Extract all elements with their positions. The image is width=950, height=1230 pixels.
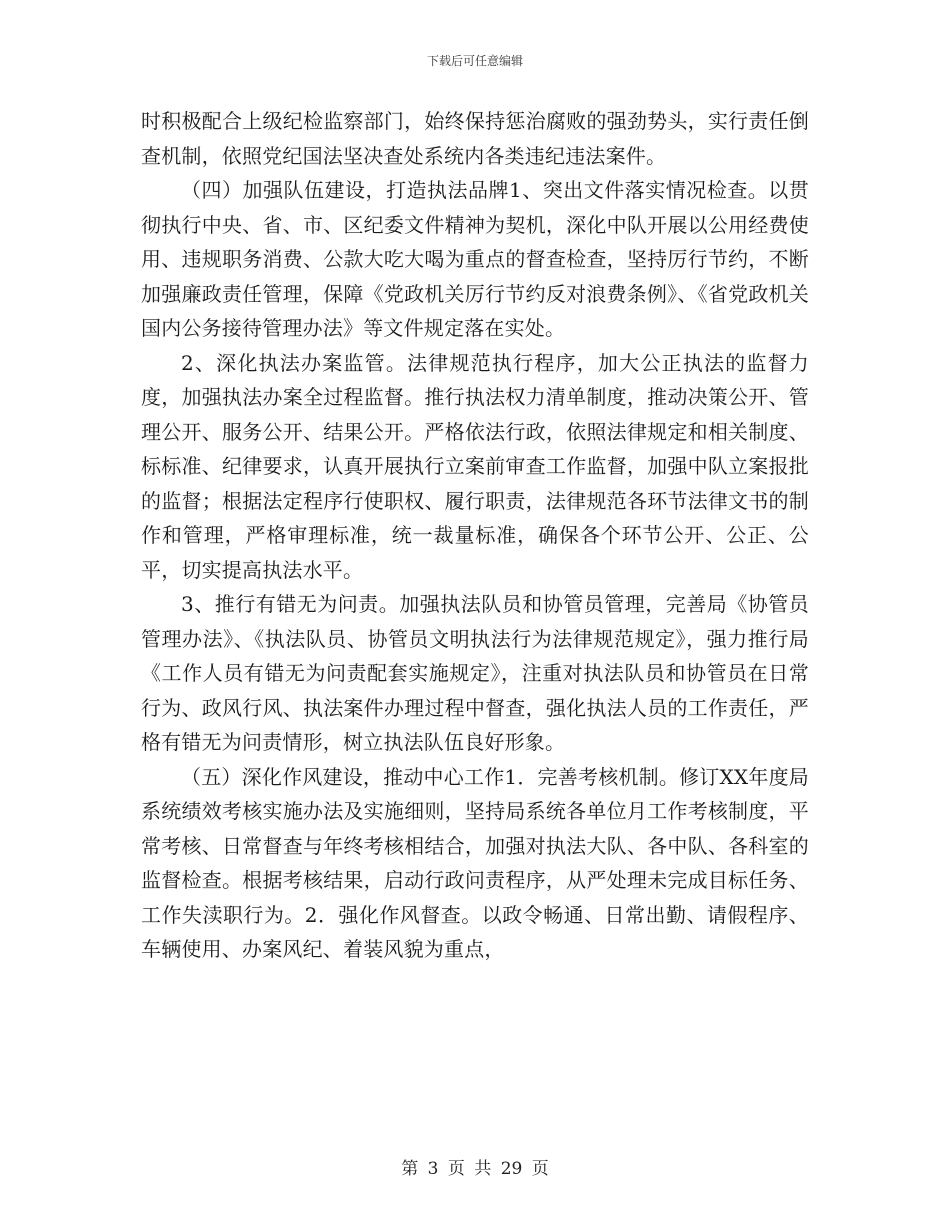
page-header: 下载后可任意编辑 — [426, 54, 523, 68]
paragraph-1: 时积极配合上级纪检监察部门，始终保持惩治腐败的强劲势头，实行责任倒查机制，依照党纪国法坚决查处系统内各类违纪违法案件。 — [141, 109, 809, 168]
document-body — [141, 104, 809, 967]
paragraph-3: 2、深化执法办案监管。法律规范执行程序，加大公正执法的监督力度，加强执法办案全过程监督。推行执法权力清单制度，推动决策公开、管理公开、服务公开、结果公开。严格依法行政，依照法律规定和相关制度、标标准、纪律要求，认真开展执行立案前审查工作监督，加强中队立案报批的监督；根据法定程序行使职权、履行职责，法律规范各环节法律文书的制作和管理，严格审理标准，统一裁量标准，确保各个环节公开、公正、公平，切实提高执法水平。 — [141, 350, 809, 582]
paragraph-5: （五）深化作风建设，推动中心工作1．完善考核机制。修订XX年度局系统绩效考核实施办法及实施细则，坚持局系统各单位月工作考核制度，平常考核、日常督查与年终考核相结合，加强对执法大队、各中队、各科室的监督检查。根据考核结果，启动行政问责程序，从严处理未完成目标任务、工作失渎职行为。2．强化作风督查。以政令畅通、日常出勤、请假程序、车辆使用、办案风纪、着装风貌为重点， — [141, 764, 809, 961]
page-number: 第 3 页 共 29 页 — [401, 1159, 549, 1179]
paragraph-4: 3、推行有错无为问责。加强执法队员和协管员管理，完善局《协管员管理办法》、《执法队员、协管员文明执法行为法律规范规定》，强力推行局《工作人员有错无为问责配套实施规定》，注重对执法队员和协管员在日常行为、政风行风、执法案件办理过程中督查，强化执法人员的工作责任，严格有错无为问责情形，树立执法队伍良好形象。 — [141, 592, 809, 754]
paragraph-2: （四）加强队伍建设，打造执法品牌1、突出文件落实情况检查。以贯彻执行中央、省、市、区纪委文件精神为契机，深化中队开展以公用经费使用、违规职务消费、公款大吃大喝为重点的督查检查，坚持厉行节约，不断加强廉政责任管理，保障《党政机关厉行节约反对浪费条例》、《省党政机关国内公务接待管理办法》等文件规定落在实处。 — [141, 178, 809, 340]
